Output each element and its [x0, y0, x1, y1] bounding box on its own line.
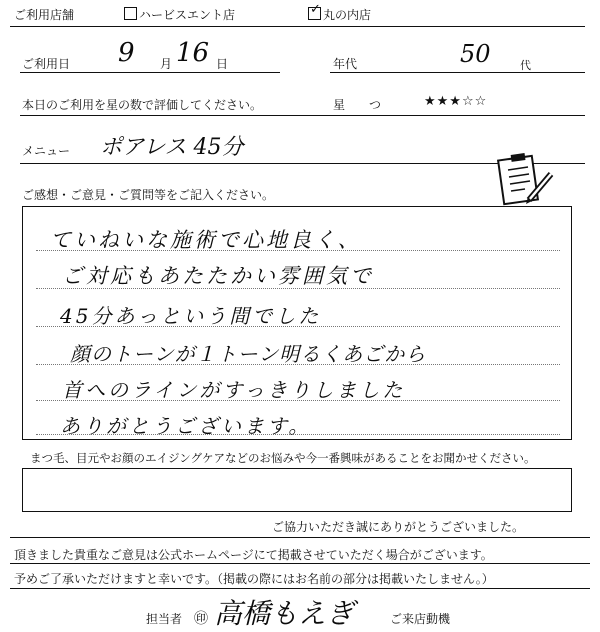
date-underline: [20, 72, 280, 73]
comments-prompt: ご感想・ご意見・ご質問等をご記入ください。: [22, 188, 275, 202]
store-option-herbis[interactable]: [124, 6, 235, 23]
staff-label: 担当者: [146, 612, 183, 626]
comment-line-3: 45分あっという間でした: [60, 304, 322, 328]
motive-label: ご来店動機: [390, 612, 451, 626]
month-unit: 月: [160, 57, 173, 71]
comment-line-4: 顔のトーンが１トーン明るくあごから: [70, 342, 427, 366]
comment-line-2: ご対応もあたたかい雰囲気で: [62, 264, 374, 288]
checkmark-icon: ✓: [310, 2, 321, 17]
notice-line-1: 頂きました貴重なご意見は公式ホームページにて掲載させていただく場合がございます。: [14, 548, 493, 562]
menu-label: メニュー: [22, 144, 71, 158]
concerns-box[interactable]: [22, 468, 572, 512]
rating-prompt: 本日のご利用を星の数で評価してください。: [22, 98, 263, 112]
store-option-herbis-label: ハービスエント店: [139, 8, 236, 22]
comment-line-6: ありがとうございます。: [60, 414, 312, 438]
divider: [10, 563, 590, 564]
age-underline: [330, 72, 585, 73]
comment-line-5: 首へのラインがすっきりしました: [62, 378, 406, 402]
rating-label: 星 つ: [333, 98, 382, 112]
store-option-marunouchi[interactable]: [308, 2, 372, 23]
rating-underline: [20, 115, 585, 116]
divider: [10, 537, 590, 538]
day-unit: 日: [216, 57, 229, 71]
notice-line-2: 予めご了承いただけますと幸いです。（掲載の際にはお名前の部分は掲載いたしません。）: [14, 572, 494, 586]
date-label: ご利用日: [22, 57, 71, 71]
divider: [10, 588, 590, 589]
star-rating: ★★★☆☆: [424, 94, 488, 109]
store-label: ご利用店舗: [14, 8, 75, 22]
comment-line-1: ていねいな施術で心地良く、: [50, 228, 362, 252]
age-unit: 代: [520, 59, 531, 72]
age-value: 50: [460, 40, 491, 68]
menu-value: ポアレス 45分: [100, 135, 244, 160]
clipboard-pencil-icon: [495, 152, 559, 210]
staff-name: 高橋もえぎ: [214, 597, 355, 630]
day-value: 16: [176, 38, 210, 68]
thanks-text: ご協力いただき誠にありがとうございました。: [272, 520, 525, 534]
checkbox-checked[interactable]: [308, 2, 321, 20]
month-value: 9: [118, 38, 135, 68]
age-label: 年代: [333, 57, 358, 71]
concerns-prompt: まつ毛、目元やお顔のエイジングケアなどのお悩みや今一番興味があることをお聞かせください。: [30, 451, 536, 465]
store-option-marunouchi-label: 丸の内店: [323, 8, 372, 22]
seal-mark: ㊞: [194, 611, 208, 627]
divider: [10, 26, 585, 27]
checkbox-empty[interactable]: [124, 7, 137, 20]
